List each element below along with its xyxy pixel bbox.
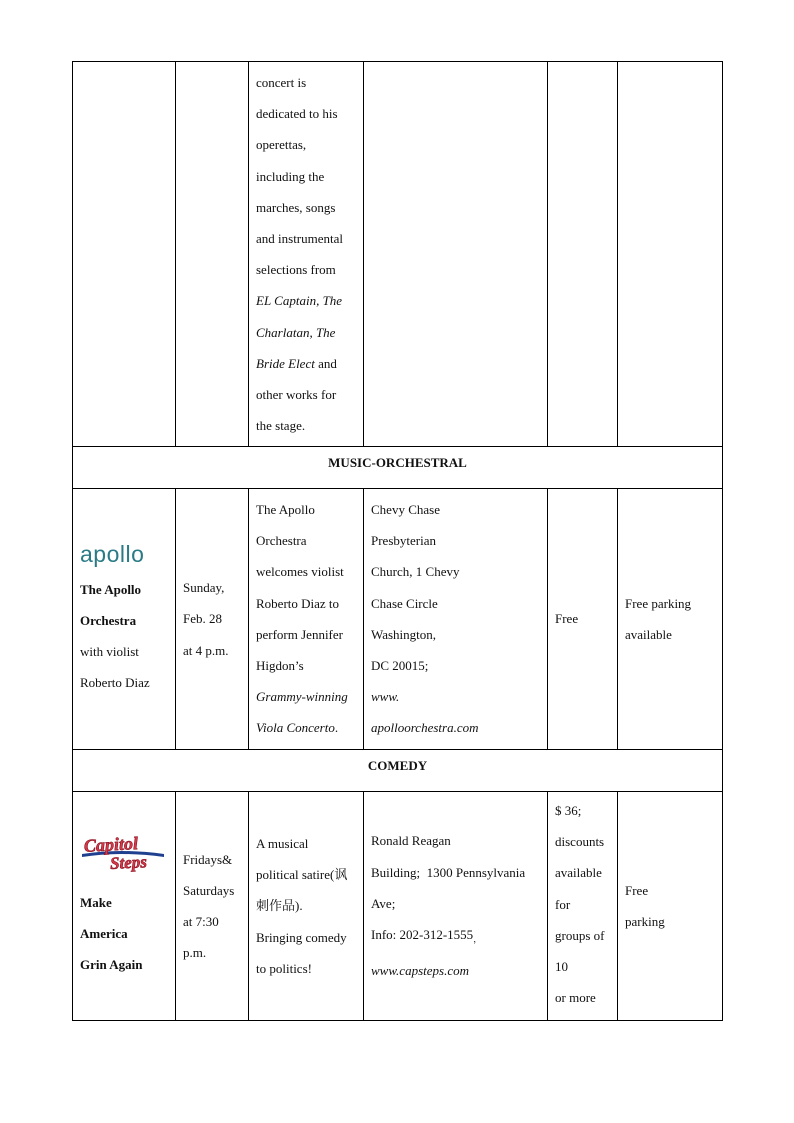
cell-location: Chevy Chase Presbyterian Church, 1 Chevy Chase Circle Washington, DC 20015; www. apolloorchestra.com: [364, 489, 548, 750]
capitol-steps-logo: [80, 832, 168, 883]
cell-notes: Free parking: [618, 792, 723, 1021]
section-title: COMEDY: [73, 750, 723, 792]
cell-location-empty: [364, 62, 548, 447]
cell-event-empty: [73, 62, 176, 447]
cell-notes: Free parking available: [618, 489, 723, 750]
work-title: Bride Elect: [256, 355, 315, 371]
svg-text:Steps: Steps: [109, 851, 148, 872]
section-title: MUSIC-ORCHESTRAL: [73, 447, 723, 489]
capitol-steps-logo-graphic: [80, 832, 166, 872]
website-link[interactable]: apolloorchestra.com: [371, 720, 479, 736]
cell-date-empty: [176, 62, 249, 447]
cell-date: Sunday, Feb. 28 at 4 p.m.: [176, 489, 249, 750]
table-row-capitol-steps: [73, 792, 723, 1021]
work-title: Viola Concerto: [256, 720, 335, 736]
cell-notes-empty: [618, 62, 723, 447]
cell-price: Free: [548, 489, 618, 750]
event-schedule-table: [72, 61, 723, 1021]
section-header-orchestral: [73, 447, 723, 489]
cell-price-empty: [548, 62, 618, 447]
website-link[interactable]: www.capsteps.com: [371, 963, 469, 979]
cell-description: The Apollo Orchestra welcomes violist Roberto Diaz to perform Jennifer Higdon’s Grammy-winning Viola Concerto.: [249, 489, 364, 750]
cell-description: A musical political satire(讽 刺作品). Bringing comedy to politics!: [249, 792, 364, 1021]
section-header-comedy: [73, 750, 723, 792]
cell-description: concert is dedicated to his operettas, including the marches, songs and instrumental selections from EL Captain, The Charlatan, The Bride Elect and other works for the stage.: [249, 62, 364, 447]
cell-event: apollo The Apollo Orchestra with violist Roberto Diaz: [73, 489, 176, 750]
work-title: EL Captain, The: [256, 293, 343, 309]
apollo-logo: apollo: [80, 540, 145, 567]
cell-event: Capitol Steps Make America Grin Again: [73, 792, 176, 1021]
work-title: Grammy-winning: [256, 689, 348, 705]
svg-text:Capitol: Capitol: [83, 832, 139, 856]
cell-price: $ 36; discounts available for groups of 10 or more: [548, 792, 618, 1021]
cell-location: Ronald Reagan Building; 1300 Pennsylvania Ave; Info: $202-312-1555_,$ www.capsteps.com: [364, 792, 548, 1021]
description-lines: concert is dedicated to his operettas, including the marches, songs and instrumental selections from: [256, 75, 344, 278]
table-row-continued: [73, 62, 723, 447]
work-title: Charlatan, The: [256, 324, 336, 340]
table-row-apollo: [73, 489, 723, 750]
website-link[interactable]: www.: [371, 689, 400, 705]
cell-date: Fridays& Saturdays at 7:30 p.m.: [176, 792, 249, 1021]
